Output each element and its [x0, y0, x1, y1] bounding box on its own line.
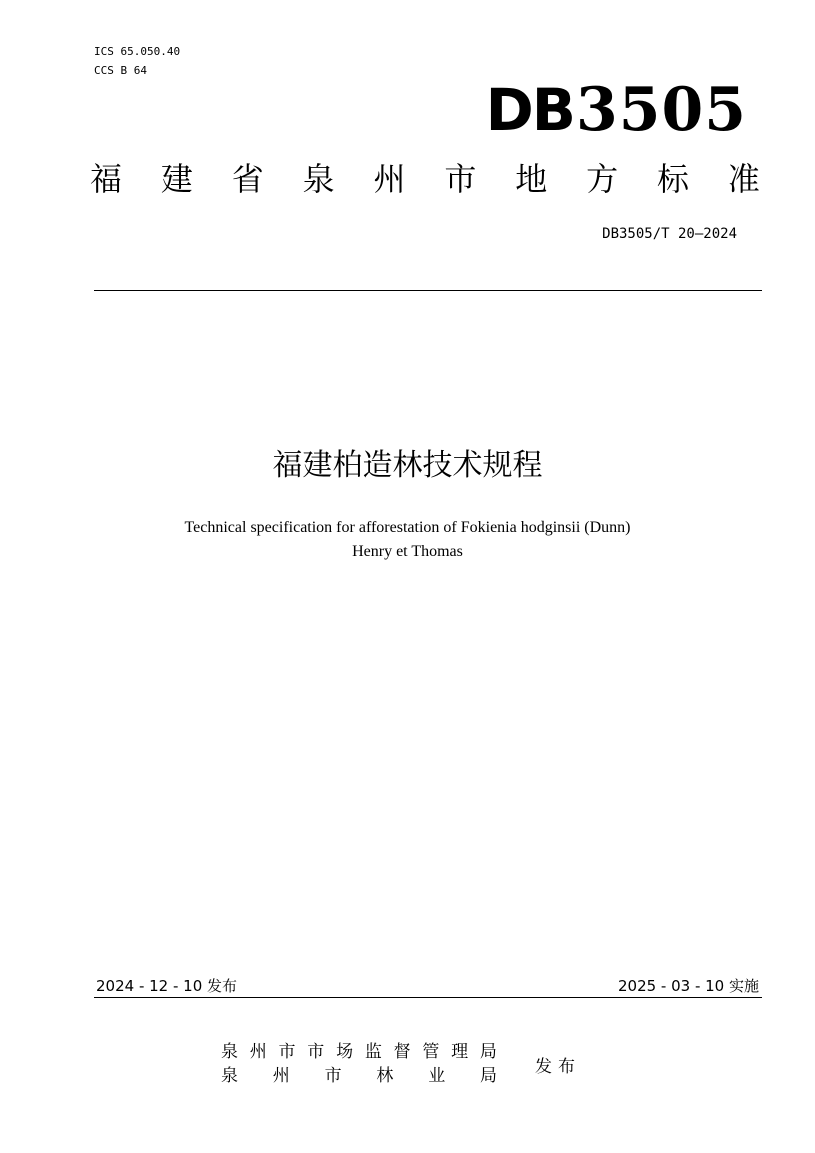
standard-number: DB3505/T 20—2024	[602, 226, 737, 242]
issuer-char: 场	[336, 1042, 354, 1062]
standard-type-char: 省	[231, 160, 264, 198]
issuer-char: 泉	[221, 1066, 238, 1086]
issuer-forestry-bureau	[221, 1064, 497, 1088]
top-divider	[94, 290, 762, 291]
english-title-line: Technical specification for afforestation of Fokienia hodginsii (Dunn)	[184, 519, 631, 536]
standard-type-char: 地	[515, 160, 548, 198]
standard-type-char: 泉	[302, 160, 335, 198]
issuer-char: 理	[451, 1042, 469, 1062]
db-standard-mark	[485, 75, 747, 145]
issuer-char: 局	[479, 1066, 497, 1086]
standard-type-char: 州	[373, 160, 406, 198]
ccs-code: CCS B 64	[94, 64, 147, 77]
issuing-authorities	[221, 1040, 497, 1088]
standard-type-char: 准	[727, 160, 760, 198]
english-title	[0, 516, 815, 564]
issuer-char: 州	[249, 1042, 267, 1062]
chinese-title: 福建柏造林技术规程	[272, 448, 543, 483]
implementation-date: 2025 - 03 - 10 实施	[617, 977, 759, 995]
issuer-char: 业	[428, 1066, 446, 1086]
standard-type-char: 福	[90, 160, 123, 198]
issuer-char: 局	[479, 1042, 497, 1062]
issuer-char: 州	[272, 1066, 290, 1086]
english-title-line: Henry et Thomas	[352, 543, 463, 560]
db-letters: DB	[485, 76, 574, 144]
bottom-divider	[94, 997, 762, 998]
issuer-char: 督	[393, 1042, 411, 1062]
standard-type-char: 标	[657, 160, 690, 198]
classification-codes	[94, 42, 180, 80]
issuer-char: 市	[307, 1042, 325, 1062]
standard-type-char: 建	[160, 160, 193, 198]
issuer-char: 泉	[221, 1042, 238, 1062]
publish-label: 发布	[535, 1057, 581, 1077]
standard-type-title	[90, 157, 760, 201]
issuer-market-regulation	[221, 1040, 497, 1064]
standard-type-char: 方	[586, 160, 619, 198]
db-region-code: 3505	[576, 75, 747, 145]
standard-type-char: 市	[444, 160, 477, 198]
issue-date: 2024 - 12 - 10 发布	[96, 977, 238, 995]
issuer-char: 市	[278, 1042, 296, 1062]
issuer-char: 林	[376, 1066, 394, 1086]
issuer-char: 市	[324, 1066, 342, 1086]
ics-code: ICS 65.050.40	[94, 45, 181, 58]
issuer-char: 管	[422, 1042, 440, 1062]
issuer-char: 监	[364, 1042, 382, 1062]
